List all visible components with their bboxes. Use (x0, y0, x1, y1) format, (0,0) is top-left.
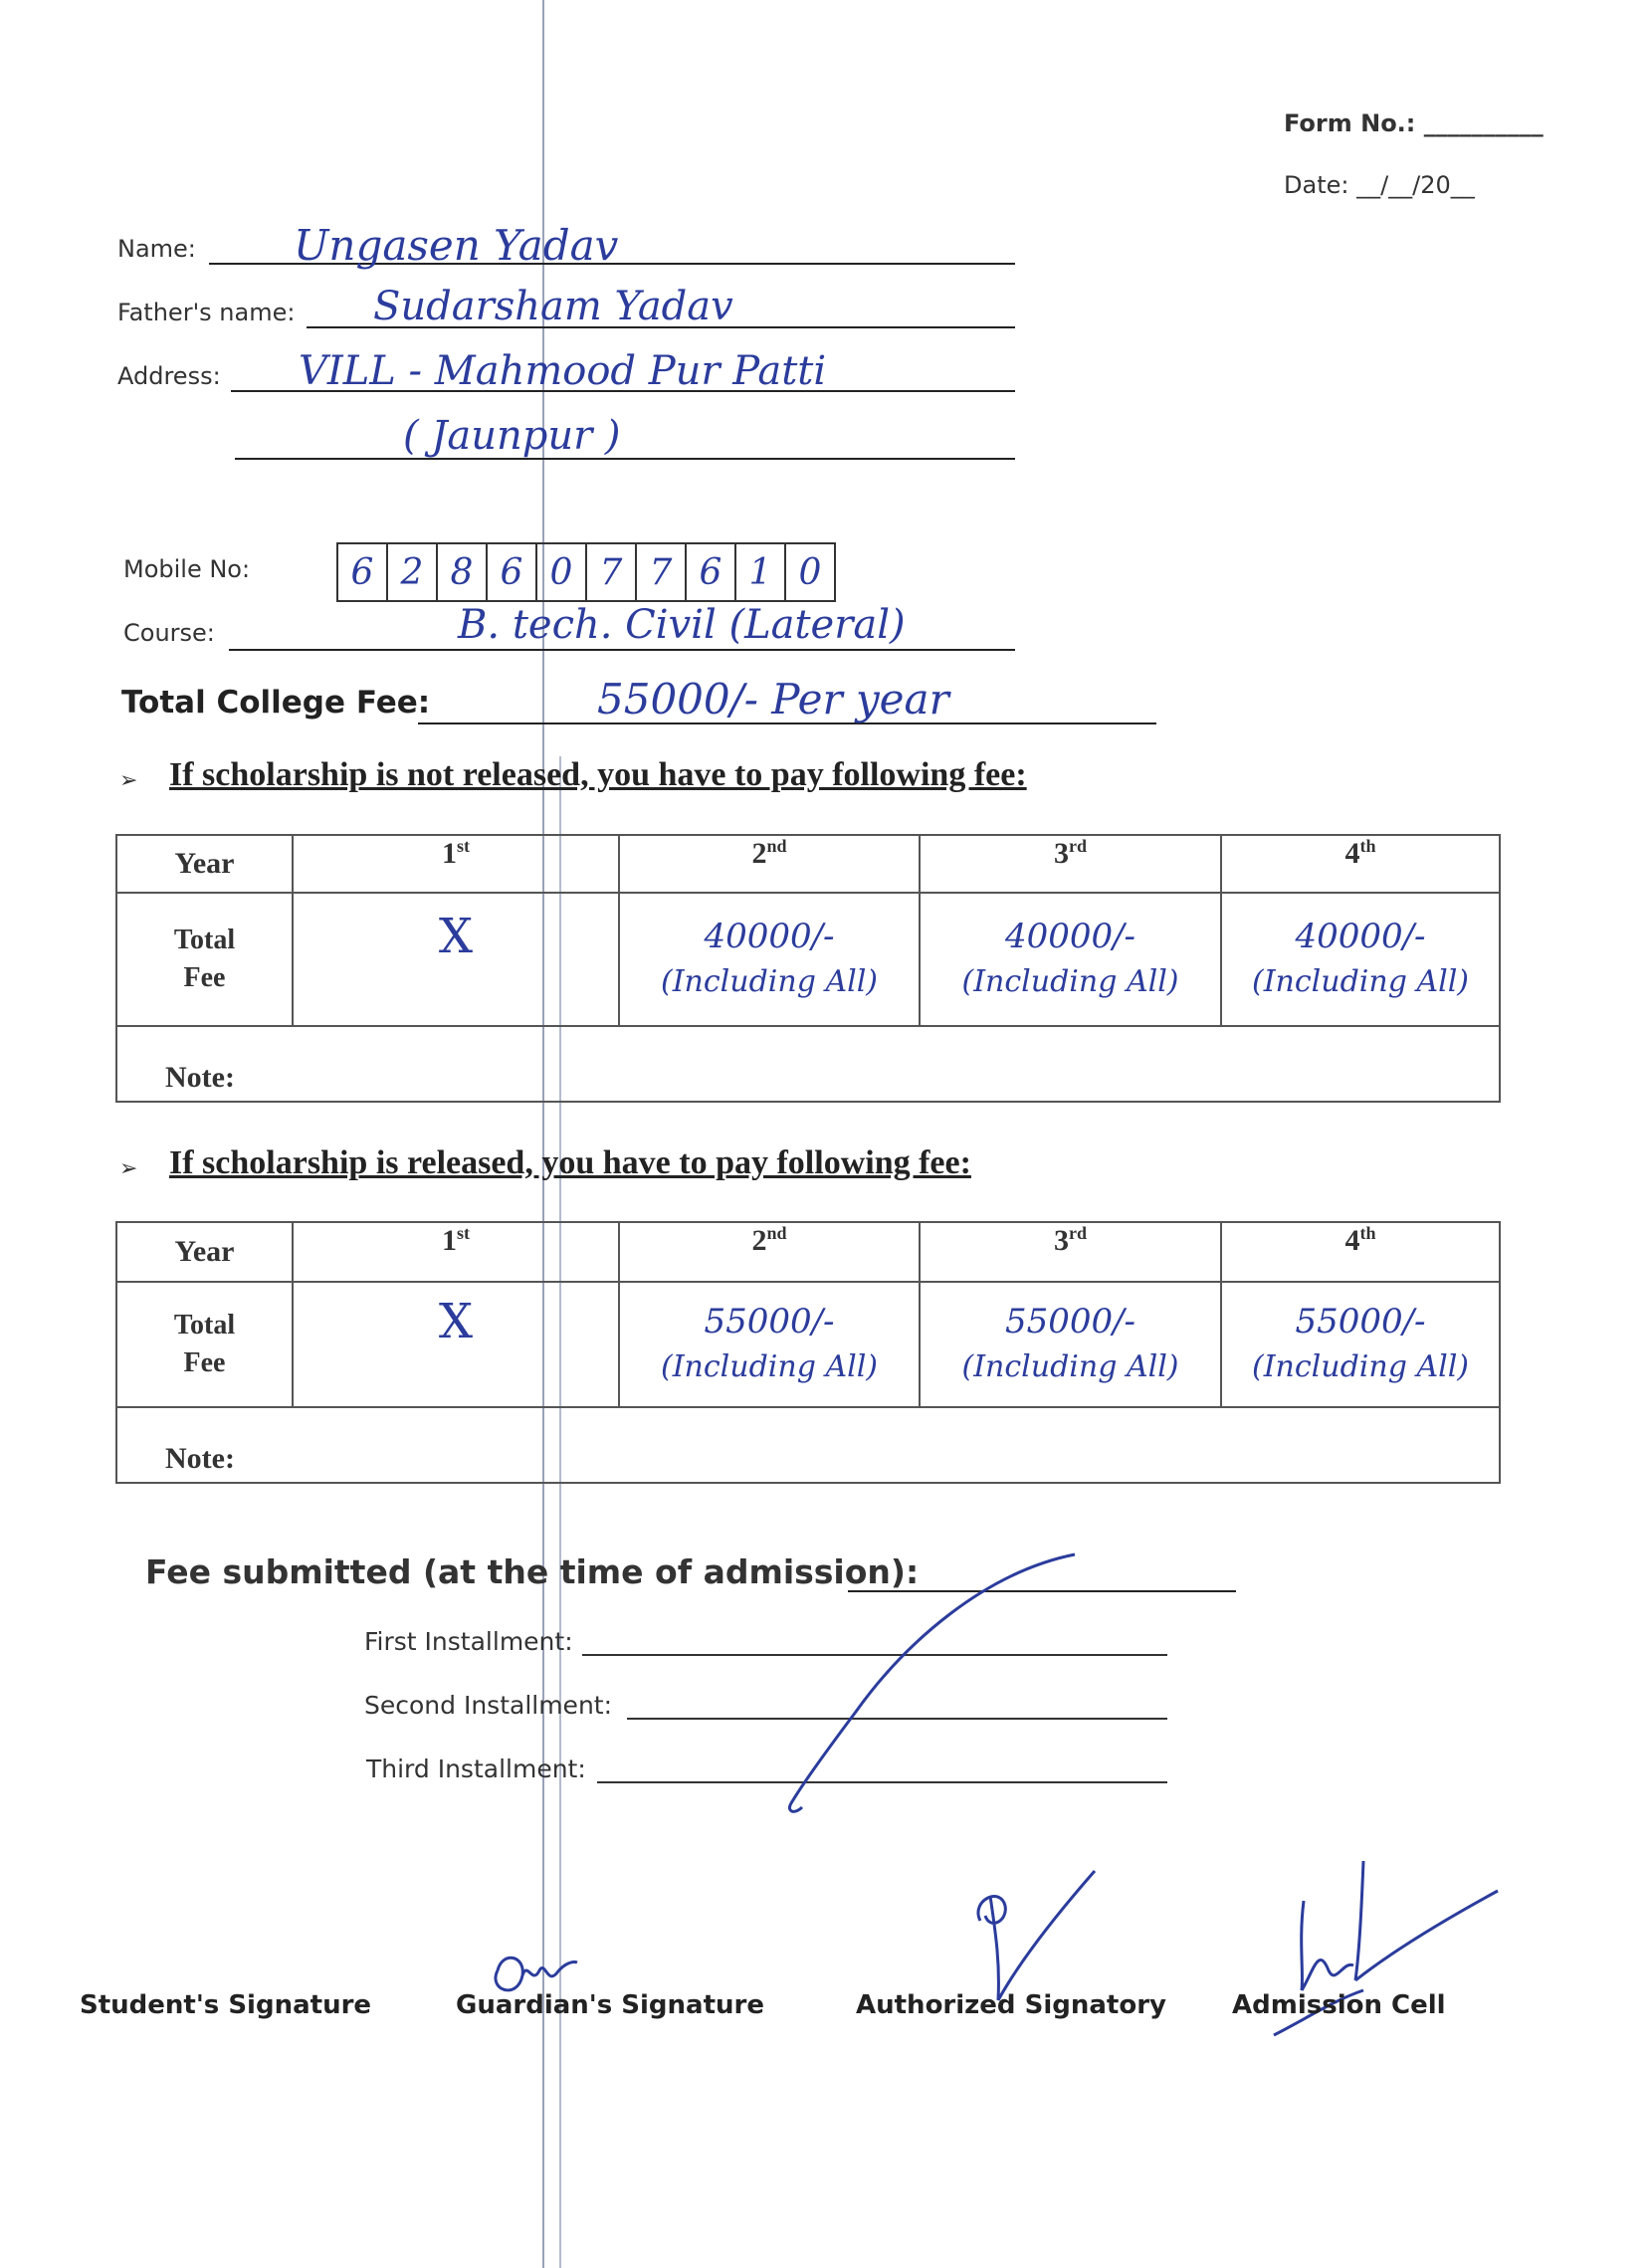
date-field: Date: __/__/20__ (1284, 171, 1475, 199)
year-suffix: th (1359, 836, 1376, 856)
arrow-bullet-icon: ➢ (119, 768, 138, 793)
year-1-header (293, 835, 619, 893)
year-number: 2 (751, 1224, 767, 1257)
total-fee-label (116, 893, 293, 1026)
fee-amount: 55000/- (1295, 1302, 1426, 1341)
name-label: Name: (117, 235, 196, 263)
mobile-digit: 8 (438, 544, 488, 600)
year-number: 3 (1054, 837, 1069, 870)
fee-note: (Including All) (1251, 1349, 1469, 1384)
mobile-digit: 2 (388, 544, 438, 600)
authorized-signature-mark (950, 1861, 1110, 2010)
mobile-digit: 0 (798, 551, 822, 593)
year-2-fee (619, 893, 920, 1026)
total-fee-label-line1: Total (173, 925, 236, 955)
student-signature-label: Student's Signature (80, 1990, 372, 2020)
fee-note: (Including All) (660, 964, 878, 999)
mobile-digit: 6 (687, 544, 736, 600)
section-released-heading: If scholarship is released, you have to pay following fee: (169, 1144, 971, 1181)
year-2-fee (619, 1282, 920, 1407)
fee-amount: 55000/- (704, 1302, 835, 1341)
year-suffix: rd (1069, 836, 1087, 856)
year-number: 4 (1344, 837, 1360, 870)
admission-cell-label: Admission Cell (1232, 1990, 1446, 2020)
year-4-fee (1221, 1282, 1500, 1407)
third-installment-label: Third Installment: (366, 1754, 586, 1783)
mobile-digit: 6 (488, 544, 537, 600)
year-1-fee-mark: X (293, 893, 619, 1026)
fee-submitted-heading: Fee submitted (at the time of admission): (145, 1552, 920, 1591)
year-3-fee (920, 893, 1221, 1026)
mobile-number-boxes (336, 542, 836, 602)
year-suffix: st (457, 836, 470, 856)
year-3-header (920, 1222, 1221, 1282)
authorized-signatory-label: Authorized Signatory (856, 1990, 1166, 2020)
year-header: Year (116, 835, 293, 893)
year-suffix: nd (766, 1223, 787, 1243)
note-row: Note: (116, 1026, 1500, 1102)
course-value: B. tech. Civil (Lateral) (458, 602, 906, 648)
year-number: 1 (442, 1224, 457, 1257)
mobile-digit: 7 (637, 544, 687, 600)
year-4-header (1221, 1222, 1500, 1282)
year-number: 1 (442, 837, 457, 870)
page-fold-line (542, 0, 544, 2268)
fee-note: (Including All) (660, 1349, 878, 1384)
address-value-line1: VILL - Mahmood Pur Patti (299, 348, 827, 394)
year-suffix: nd (766, 836, 787, 856)
year-1-fee-mark: X (293, 1282, 619, 1407)
fee-note: (Including All) (961, 964, 1179, 999)
fee-amount: 55000/- (1004, 1302, 1136, 1341)
year-number: 4 (1344, 1224, 1360, 1257)
year-header: Year (116, 1222, 293, 1282)
total-college-fee-label: Total College Fee: (121, 685, 431, 721)
total-fee-label-line2: Fee (183, 1347, 226, 1378)
year-suffix: th (1359, 1223, 1376, 1243)
arrow-bullet-icon: ➢ (119, 1156, 138, 1181)
mobile-digit: 7 (587, 544, 637, 600)
name-value: Ungasen Yadav (294, 221, 619, 270)
total-fee-label-line1: Total (173, 1310, 236, 1340)
year-2-header (619, 1222, 920, 1282)
fee-amount: 40000/- (704, 917, 835, 956)
year-1-header (293, 1222, 619, 1282)
mobile-digit: 6 (338, 544, 388, 600)
year-2-header (619, 835, 920, 893)
total-college-fee-value: 55000/- Per year (597, 675, 949, 723)
fee-table-not-released (115, 834, 1501, 1103)
fee-note: (Including All) (961, 1349, 1179, 1384)
mobile-digit: 0 (537, 544, 587, 600)
address-value-line2: ( Jaunpur ) (403, 413, 621, 459)
guardian-signature-label: Guardian's Signature (456, 1990, 764, 2020)
fee-amount: 40000/- (1295, 917, 1426, 956)
note-row: Note: (116, 1407, 1500, 1483)
second-installment-label: Second Installment: (364, 1691, 613, 1720)
year-number: 3 (1054, 1224, 1069, 1257)
year-suffix: st (457, 1223, 470, 1243)
fee-note: (Including All) (1251, 964, 1469, 999)
total-fee-label (116, 1282, 293, 1407)
year-3-fee (920, 1282, 1221, 1407)
section-not-released-heading: If scholarship is not released, you have to pay following fee: (169, 756, 1027, 793)
year-4-fee (1221, 893, 1500, 1026)
mobile-digit: 1 (736, 544, 786, 600)
mobile-label: Mobile No: (123, 555, 251, 583)
address-label: Address: (117, 362, 221, 390)
year-number: 2 (751, 837, 767, 870)
father-name-value: Sudarsham Yadav (373, 284, 733, 329)
year-3-header (920, 835, 1221, 893)
fee-table-released (115, 1221, 1501, 1484)
pen-stroke-mark (756, 1533, 1115, 1821)
year-suffix: rd (1069, 1223, 1087, 1243)
fee-amount: 40000/- (1004, 917, 1136, 956)
total-fee-label-line2: Fee (183, 962, 226, 993)
address-line-2 (235, 456, 1015, 460)
form-number: Form No.: __________ (1284, 109, 1544, 137)
year-4-header (1221, 835, 1500, 893)
father-name-label: Father's name: (117, 299, 296, 326)
course-label: Course: (123, 619, 215, 647)
first-installment-label: First Installment: (364, 1627, 573, 1656)
